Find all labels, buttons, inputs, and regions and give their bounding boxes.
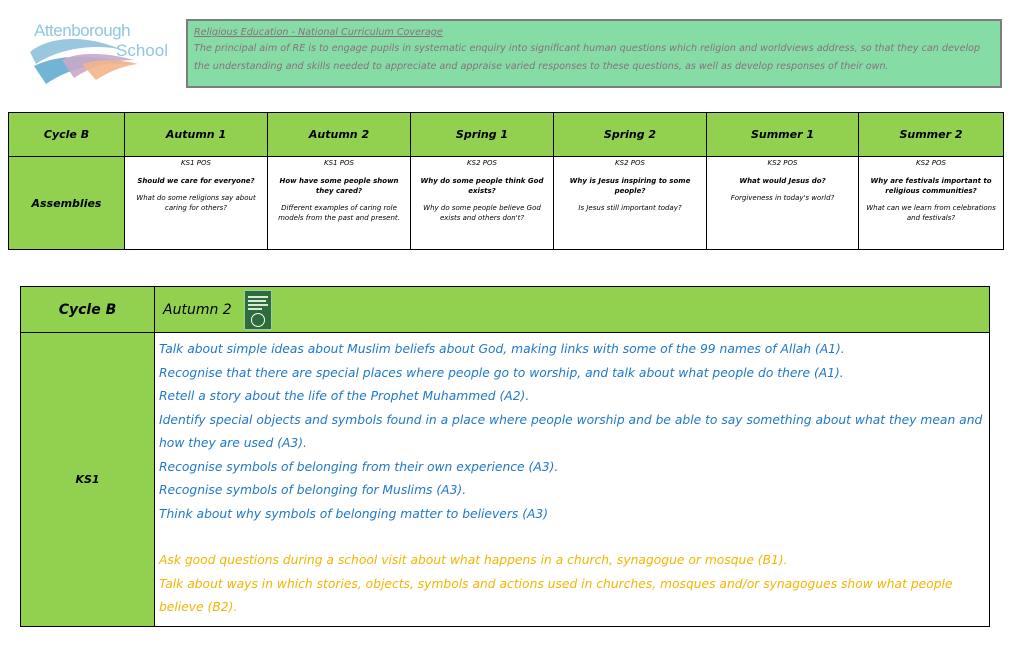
term-header: Spring 2: [554, 113, 707, 157]
pos-label: KS2 POS: [916, 159, 946, 167]
unit-table: [20, 286, 990, 627]
assembly-question: Why are festivals important to religious communities?: [870, 177, 992, 195]
assemblies-corner: Cycle B: [9, 113, 125, 157]
assembly-subtext: What can we learn from celebrations and festivals?: [866, 204, 996, 222]
assemblies-row-label: Assemblies: [9, 157, 125, 250]
objective-line: Recognise symbols of belonging from their own experience (A3).: [159, 459, 559, 474]
term-header: Spring 1: [411, 113, 554, 157]
assemblies-table: [8, 112, 1004, 250]
assembly-cell: [554, 157, 707, 250]
objective-line: Retell a story about the life of the Prophet Muhammed (A2).: [159, 389, 530, 403]
pos-label: KS2 POS: [467, 159, 497, 167]
objective-line: Recognise that there are special places where people go to worship, and talk about what people do there (A1).: [159, 365, 844, 380]
assembly-subtext: What do some religions say about caring for others?: [136, 194, 256, 212]
ks1-content: [155, 333, 990, 627]
pos-label: KS2 POS: [767, 159, 798, 167]
assembly-subtext: Is Jesus still important today?: [578, 204, 682, 212]
assembly-cell: [268, 157, 411, 250]
pos-label: KS2 POS: [615, 159, 645, 167]
objective-line: Recognise symbols of belonging for Muslims (A3).: [159, 483, 467, 497]
objective-line: Think about why symbols of belonging matter to believers (A3): [159, 506, 549, 521]
unit-header-row: [21, 287, 990, 333]
assembly-question: Why is Jesus inspiring to some people?: [569, 177, 691, 195]
logo-text-line1: Attenborough: [34, 21, 131, 40]
unit-corner: Cycle B: [21, 287, 155, 333]
school-logo: [22, 14, 172, 94]
objective-line: Talk about simple ideas about Muslim beliefs about God, making links with some of the 99 names of Allah (A1).: [159, 342, 845, 356]
ks1-label: KS1: [21, 333, 155, 627]
assembly-subtext: Different examples of caring role models from the past and present.: [278, 204, 400, 222]
peace-symbol-book-icon: [244, 290, 272, 330]
pos-label: KS1 POS: [181, 159, 211, 167]
assembly-subtext: Forgiveness in today's world?: [730, 194, 835, 202]
logo-text-line2: School: [116, 41, 168, 60]
assembly-question: Why do some people think God exists?: [420, 177, 544, 195]
assembly-cell: [411, 157, 554, 250]
assembly-question: What would Jesus do?: [739, 177, 826, 185]
assembly-subtext: Why do some people believe God exists and others don't?: [423, 204, 541, 222]
objective-line: Talk about ways in which stories, objects, symbols and actions used in churches, mosques and/or synagogues show what people believe (B2).: [159, 576, 953, 614]
term-header: Summer 1: [707, 113, 859, 157]
unit-term-header: [155, 287, 990, 333]
curriculum-banner: [186, 19, 1002, 88]
assembly-question: How have some people shown they cared?: [279, 177, 399, 195]
objective-line: Ask good questions during a school visit about what happens in a church, synagogue or mosque (B1).: [159, 553, 788, 567]
banner-title: Religious Education - National Curriculum Coverage: [194, 27, 443, 38]
unit-term: Autumn 2: [163, 301, 232, 318]
term-header: Autumn 1: [125, 113, 268, 157]
assembly-question: Should we care for everyone?: [137, 177, 255, 185]
banner-text: The principal aim of RE is to engage pupils in systematic enquiry into significant human questions which religion and worldviews address, so that they can develop the understanding and skills needed to appreciate and appraise varied responses to these questions, as well as develop responses of their own.: [194, 43, 981, 72]
ks1-row: [21, 333, 990, 627]
assembly-cell: [859, 157, 1004, 250]
assemblies-header-row: [9, 113, 1004, 157]
term-header: Summer 2: [859, 113, 1004, 157]
assemblies-row: [9, 157, 1004, 250]
term-header: Autumn 2: [268, 113, 411, 157]
assembly-cell: [125, 157, 268, 250]
objective-line: Identify special objects and symbols found in a place where people worship and be able to say something about what they mean and how they are used (A3).: [159, 412, 983, 450]
assembly-cell: [707, 157, 859, 250]
pos-label: KS1 POS: [324, 159, 354, 167]
